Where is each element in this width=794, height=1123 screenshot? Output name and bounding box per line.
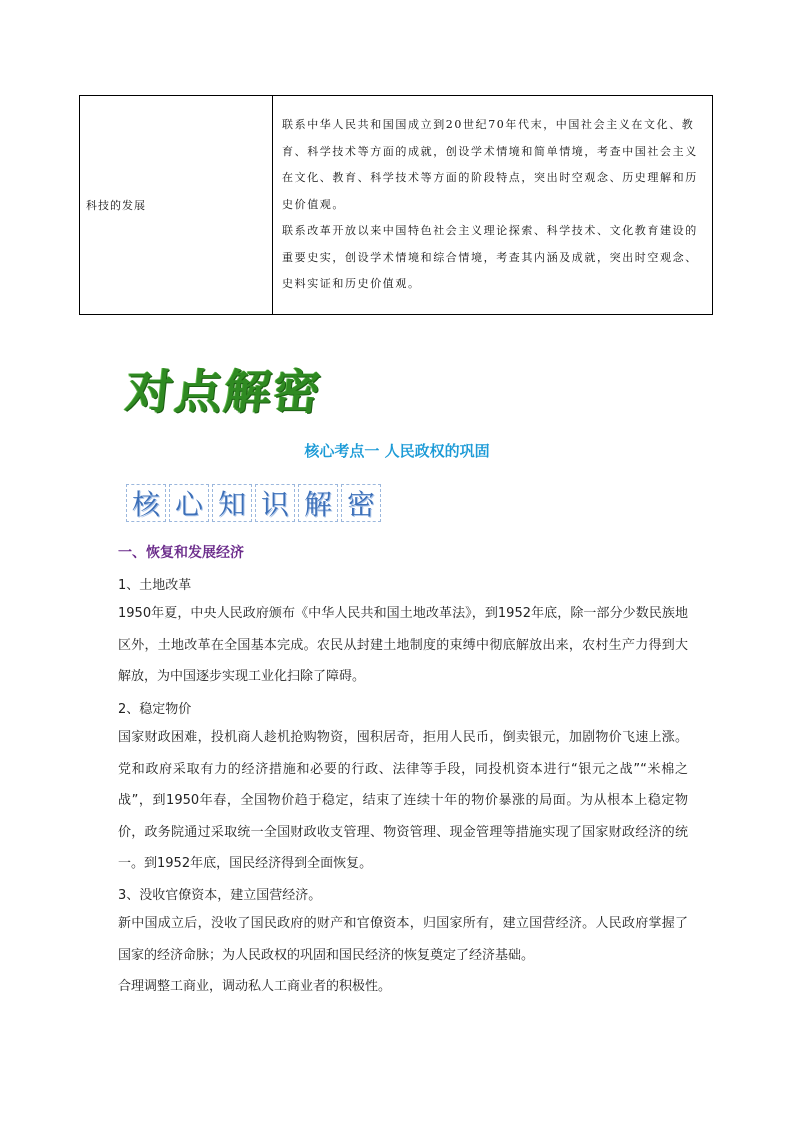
table-row-label: 科技的发展 — [80, 96, 273, 315]
banner-char: 密 — [270, 365, 325, 420]
banner-char: 对 — [123, 365, 178, 420]
table-row — [80, 96, 713, 315]
subsection-title: 1、土地改革 — [118, 578, 192, 593]
banner-char: 点 — [172, 365, 227, 420]
banner-tile: 核 — [126, 484, 166, 522]
banner-tile: 知 — [212, 484, 252, 522]
banner-tile: 心 — [169, 484, 209, 522]
banner-tile: 解 — [298, 484, 338, 522]
subsection-title: 2、稳定物价 — [118, 702, 192, 717]
core-topic-title: 核心考点一 人民政权的巩固 — [304, 442, 490, 460]
banner-tile: 密 — [341, 484, 381, 522]
subsection-title: 3、没收官僚资本，建立国营经济。 — [118, 888, 322, 903]
paragraph: 合理调整工商业，调动私人工商业者的积极性。 — [118, 979, 392, 994]
section-heading: 一、恢复和发展经济 — [118, 545, 244, 561]
knowledge-banner — [126, 484, 381, 522]
paragraph: 1950年夏，中央人民政府颁布《中华人民共和国土地改革法》，到1952年底，除一部分少数民族地区外，土地改革在全国基本完成。农民从封建土地制度的束缚中彻底解放出来，农村生产力得到大解放，为中国逐步实现工业化扫除了障碍。 — [118, 606, 688, 684]
requirement-text: 联系中华人民共和国国成立到20世纪70年代末，中国社会主义在文化、教育、科学技术等方面的成就，创设学术情境和简单情境，考查中国社会主义在文化、教育、科学技术等方面的阶段特点，突出时空观念、历史理解和历史价值观。 — [282, 118, 698, 211]
banner-tile: 识 — [255, 484, 295, 522]
paragraph: 国家财政困难，投机商人趁机抢购物资，囤积居奇，拒用人民币，倒卖银元，加剧物价飞速上涨。党和政府采取有力的经济措施和必要的行政、法律等手段，同投机资本进行“银元之战”“米棉之战”，到1950年春，全国物价趋于稳定，结束了连续十年的物价暴涨的局面。为从根本上稳定物价，政务院通过采取统一全国财政收支管理、物资管理、现金管理等措施实现了国家财政经济的统一。到1952年底，国民经济得到全面恢复。 — [118, 730, 688, 871]
paragraph: 新中国成立后，没收了国民政府的财产和官僚资本，归国家所有，建立国营经济。人民政府掌握了国家的经济命脉；为人民政权的巩固和国民经济的恢复奠定了经济基础。 — [118, 916, 688, 963]
banner-char: 解 — [221, 365, 276, 420]
table-requirements-cell — [273, 96, 713, 315]
section-banner-logo — [123, 360, 346, 426]
requirement-text: 联系改革开放以来中国特色社会主义理论探索、科学技术、文化教育建设的重要史实，创设学术情境和综合情境，考查其内涵及成就，突出时空观念、史料实证和历史价值观。 — [282, 224, 698, 291]
requirements-table — [79, 95, 713, 315]
